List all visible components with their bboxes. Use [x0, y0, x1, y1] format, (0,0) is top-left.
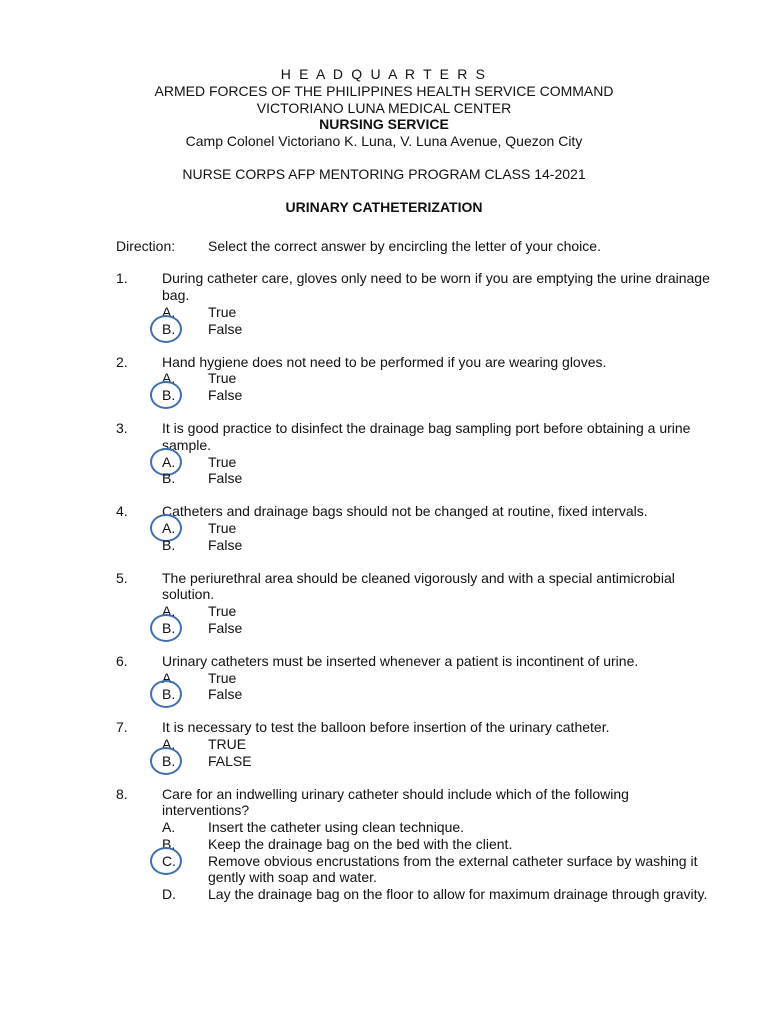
option-text: True: [208, 303, 237, 320]
option-text: True: [208, 453, 237, 470]
question-row: [0, 503, 768, 520]
answer-option[interactable]: [0, 686, 768, 703]
question-item: [0, 270, 768, 337]
question-text: Urinary catheters must be inserted whenever a patient is incontinent of urine.: [162, 652, 639, 669]
direction-label: Direction:: [116, 237, 176, 254]
answer-option[interactable]: [0, 853, 768, 887]
option-letter: B.: [162, 835, 176, 852]
option-text: False: [208, 387, 243, 404]
option-letter: A.: [162, 819, 176, 836]
option-letter: A.: [162, 735, 176, 752]
option-text: True: [208, 370, 237, 387]
header-nursing-service: NURSING SERVICE: [319, 116, 449, 133]
question-item: [0, 570, 768, 637]
selected-answer-circle: [150, 680, 182, 708]
option-letter: B.: [162, 619, 176, 636]
option-letter: A.: [162, 370, 176, 387]
answer-option[interactable]: [0, 753, 768, 770]
question-text: It is good practice to disinfect the drainage bag sampling port before obtaining a urine sample.: [162, 419, 691, 453]
header-address: Camp Colonel Victoriano K. Luna, V. Luna Avenue, Quezon City: [185, 133, 583, 150]
direction-row: [0, 238, 768, 255]
question-list: [0, 270, 768, 903]
question-text: Catheters and drainage bags should not be changed at routine, fixed intervals.: [162, 503, 648, 520]
option-text: False: [208, 619, 243, 636]
option-text: TRUE: [208, 735, 247, 752]
option-letter: A.: [162, 303, 176, 320]
answer-option[interactable]: [0, 620, 768, 637]
option-text: False: [208, 686, 243, 703]
question-row: [0, 570, 768, 604]
option-letter: A.: [162, 603, 176, 620]
option-letter: B.: [162, 686, 176, 703]
quiz-title: URINARY CATHETERIZATION: [285, 198, 483, 215]
question-row: [0, 270, 768, 304]
option-text: True: [208, 669, 237, 686]
option-text: Keep the drainage bag on the bed with the client.: [208, 835, 513, 852]
answer-option[interactable]: [0, 670, 768, 687]
selected-answer-circle: [150, 381, 182, 409]
question-text: During catheter care, gloves only need to be worn if you are emptying the urine drainage bag.: [162, 270, 710, 304]
question-item: [0, 653, 768, 703]
answer-option[interactable]: [0, 454, 768, 471]
question-item: [0, 420, 768, 487]
question-number: 1.: [116, 270, 128, 287]
question-row: [0, 653, 768, 670]
answer-option[interactable]: [0, 470, 768, 487]
answer-option[interactable]: [0, 387, 768, 404]
option-text: True: [208, 603, 237, 620]
question-item: [0, 354, 768, 404]
question-row: [0, 786, 768, 820]
option-text: False: [208, 320, 243, 337]
option-text: Insert the catheter using clean technique.: [208, 819, 465, 836]
selected-answer-circle: [150, 847, 182, 875]
question-number: 6.: [116, 652, 128, 669]
option-letter: B.: [162, 470, 176, 487]
option-letter: D.: [162, 886, 176, 903]
answer-option[interactable]: [0, 836, 768, 853]
program-title: NURSE CORPS AFP MENTORING PROGRAM CLASS 14-2021: [182, 165, 586, 182]
question-text: The periurethral area should be cleaned vigorously and with a special antimicrobial solution.: [162, 569, 675, 603]
option-letter: A.: [162, 453, 176, 470]
option-letter: B.: [162, 752, 176, 769]
question-number: 5.: [116, 569, 128, 586]
header-medical-center: VICTORIANO LUNA MEDICAL CENTER: [256, 99, 512, 116]
selected-answer-circle: [150, 747, 182, 775]
answer-option[interactable]: [0, 537, 768, 554]
option-letter: B.: [162, 536, 176, 553]
question-item: [0, 719, 768, 769]
question-number: 8.: [116, 785, 128, 802]
header-organization: ARMED FORCES OF THE PHILIPPINES HEALTH SERVICE COMMAND: [154, 82, 614, 99]
option-text: Lay the drainage bag on the floor to allow for maximum drainage through gravity.: [208, 886, 708, 903]
question-item: [0, 786, 768, 904]
question-row: [0, 354, 768, 371]
question-text: It is necessary to test the balloon before insertion of the urinary catheter.: [162, 719, 610, 736]
option-letter: A.: [162, 669, 176, 686]
answer-option[interactable]: [0, 736, 768, 753]
answer-option[interactable]: [0, 819, 768, 836]
header-headquarters: H E A D Q U A R T E R S: [280, 66, 488, 82]
answer-option[interactable]: [0, 520, 768, 537]
answer-option[interactable]: [0, 886, 768, 903]
question-row: [0, 719, 768, 736]
option-letter: B.: [162, 320, 176, 337]
answer-option[interactable]: [0, 603, 768, 620]
option-text: True: [208, 519, 237, 536]
answer-option[interactable]: [0, 304, 768, 321]
question-number: 3.: [116, 419, 128, 436]
question-item: [0, 503, 768, 553]
question-number: 2.: [116, 353, 128, 370]
question-row: [0, 420, 768, 454]
option-letter: A.: [162, 519, 176, 536]
option-letter: B.: [162, 387, 176, 404]
selected-answer-circle: [150, 315, 182, 343]
option-text: Remove obvious encrustations from the external catheter surface by washing it gently with soap and water.: [208, 852, 698, 886]
option-text: False: [208, 536, 243, 553]
option-text: FALSE: [208, 752, 252, 769]
question-text: Hand hygiene does not need to be performed if you are wearing gloves.: [162, 353, 607, 370]
question-text: Care for an indwelling urinary catheter should include which of the following interventions?: [162, 785, 629, 819]
answer-option[interactable]: [0, 321, 768, 338]
direction-text: Select the correct answer by encircling the letter of your choice.: [208, 237, 601, 254]
selected-answer-circle: [150, 614, 182, 642]
question-number: 7.: [116, 719, 128, 736]
option-text: False: [208, 470, 243, 487]
question-number: 4.: [116, 503, 128, 520]
option-letter: C.: [162, 852, 176, 869]
answer-option[interactable]: [0, 370, 768, 387]
